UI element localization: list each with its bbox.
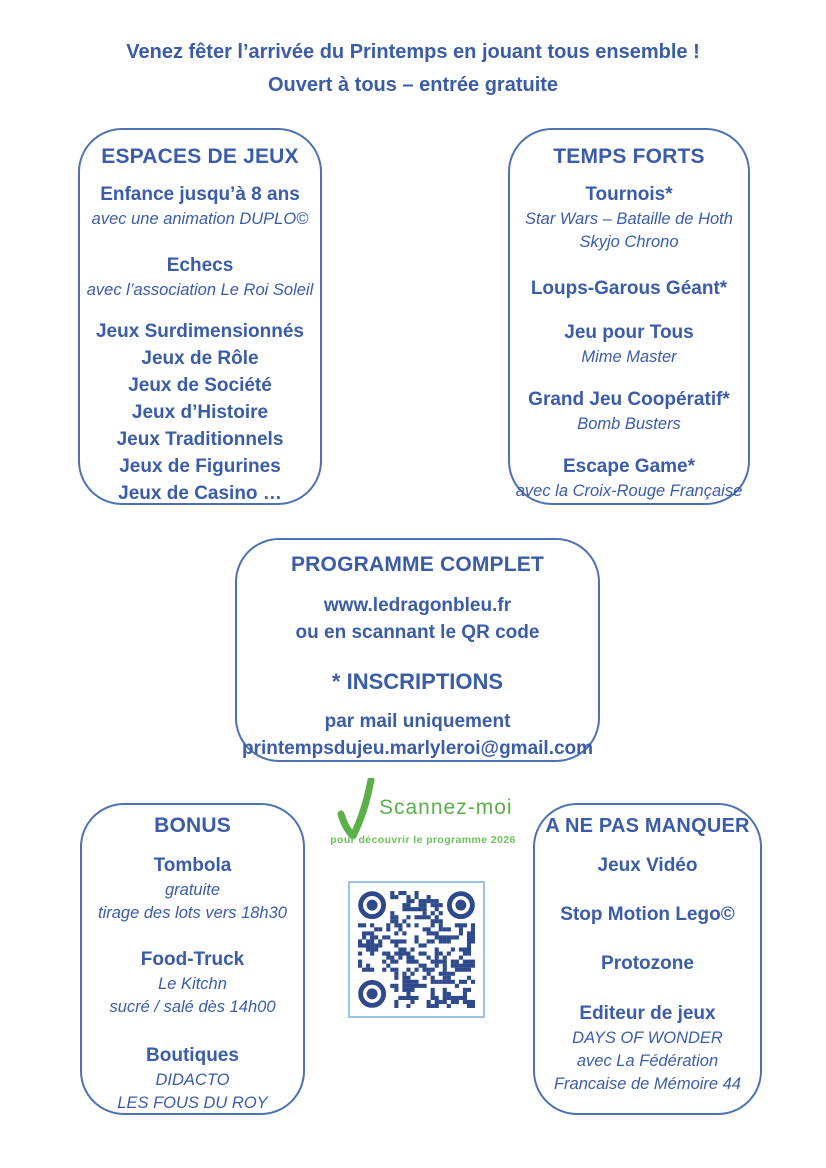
espaces-enfance: Enfance jusqu’à 8 ans (100, 184, 300, 205)
box-temps-forts (508, 128, 750, 505)
manquer-title: A NE PAS MANQUER (545, 815, 750, 837)
programme-title: PROGRAMME COMPLET (290, 553, 545, 576)
bonus-title: BONUS (154, 814, 231, 837)
box-a-ne-pas-manquer (533, 803, 762, 1115)
scan-me-subtext: pour découvrir le programme 2026 (330, 834, 516, 846)
scan-me-callout (325, 772, 521, 864)
espaces-list-item: Jeux Traditionnels (116, 429, 284, 450)
qr-code-image (358, 891, 475, 1008)
bonus-tombola-sub2: tirage des lots vers 18h30 (98, 904, 287, 922)
espaces-echecs: Echecs (166, 255, 234, 276)
bonus-tombola-sub1: gratuite (164, 881, 221, 899)
temps-escape-game: Escape Game* (562, 456, 696, 477)
espaces-title: ESPACES DE JEUX (101, 145, 299, 168)
temps-tournois: Tournois* (585, 184, 673, 205)
green-checkmark-icon (337, 778, 377, 840)
bonus-foodtruck-sub1: Le Kitchn (158, 975, 227, 993)
espaces-echecs-sub: avec l’association Le Roi Soleil (86, 281, 314, 299)
programme-qr-hint: ou en scannant le QR code (295, 622, 540, 643)
espaces-list-item: Jeux Surdimensionnés (95, 321, 304, 342)
temps-escape-game-sub: avec la Croix-Rouge Française (515, 482, 743, 500)
header-line1: Venez fêter l’arrivée du Printemps en jouant tous ensemble ! (126, 41, 700, 63)
temps-cooperatif: Grand Jeu Coopératif* (528, 389, 730, 410)
bonus-boutiques: Boutiques (146, 1045, 239, 1066)
bonus-foodtruck: Food-Truck (140, 949, 245, 970)
flyer-header (0, 36, 826, 102)
espaces-list-item: Jeux de Casino … (118, 483, 282, 504)
manquer-item-protozone: Protozone (601, 953, 694, 974)
programme-email: printempsdujeu.marlyleroi@gmail.com (241, 738, 594, 759)
manquer-item-stop-motion: Stop Motion Lego© (560, 904, 735, 925)
espaces-enfance-sub: avec une animation DUPLO© (91, 210, 309, 228)
temps-loups-garous: Loups-Garous Géant* (530, 278, 728, 299)
temps-cooperatif-sub: Bomb Busters (577, 415, 681, 433)
box-bonus (80, 803, 305, 1115)
programme-mail-line1: par mail uniquement (324, 711, 511, 732)
espaces-list-item: Jeux de Rôle (141, 348, 259, 369)
temps-title: TEMPS FORTS (553, 145, 705, 168)
programme-inscriptions: * INSCRIPTIONS (331, 669, 504, 694)
espaces-list-item: Jeux d’Histoire (131, 402, 269, 423)
header-line2: Ouvert à tous – entrée gratuite (267, 74, 559, 96)
temps-tournois-sub1: Star Wars – Bataille de Hoth (525, 210, 733, 228)
box-espaces-de-jeux (78, 128, 322, 505)
bonus-boutiques-sub1: DIDACTO (155, 1071, 230, 1089)
bonus-foodtruck-sub2: sucré / salé dès 14h00 (109, 998, 276, 1016)
manquer-editeur-sub1: DAYS OF WONDER (572, 1029, 723, 1047)
box-programme-complet (235, 538, 600, 762)
manquer-editeur-sub2: avec La Fédération (576, 1052, 719, 1070)
scan-me-label: Scannez-moi (379, 796, 513, 819)
temps-tournois-sub2: Skyjo Chrono (579, 233, 679, 251)
qr-code (348, 881, 485, 1018)
manquer-editeur-sub3: Francaise de Mémoire 44 (553, 1075, 742, 1093)
manquer-item-jeux-video: Jeux Vidéo (597, 855, 698, 876)
manquer-editeur: Editeur de jeux (579, 1003, 716, 1024)
espaces-list-item: Jeux de Société (128, 375, 272, 396)
temps-jeu-pour-tous: Jeu pour Tous (564, 322, 694, 343)
bonus-tombola: Tombola (153, 855, 232, 876)
bonus-boutiques-sub2: LES FOUS DU ROY (117, 1094, 268, 1112)
programme-url: www.ledragonbleu.fr (323, 595, 512, 616)
temps-jeu-pour-tous-sub: Mime Master (581, 348, 677, 366)
espaces-list-item: Jeux de Figurines (119, 456, 281, 477)
